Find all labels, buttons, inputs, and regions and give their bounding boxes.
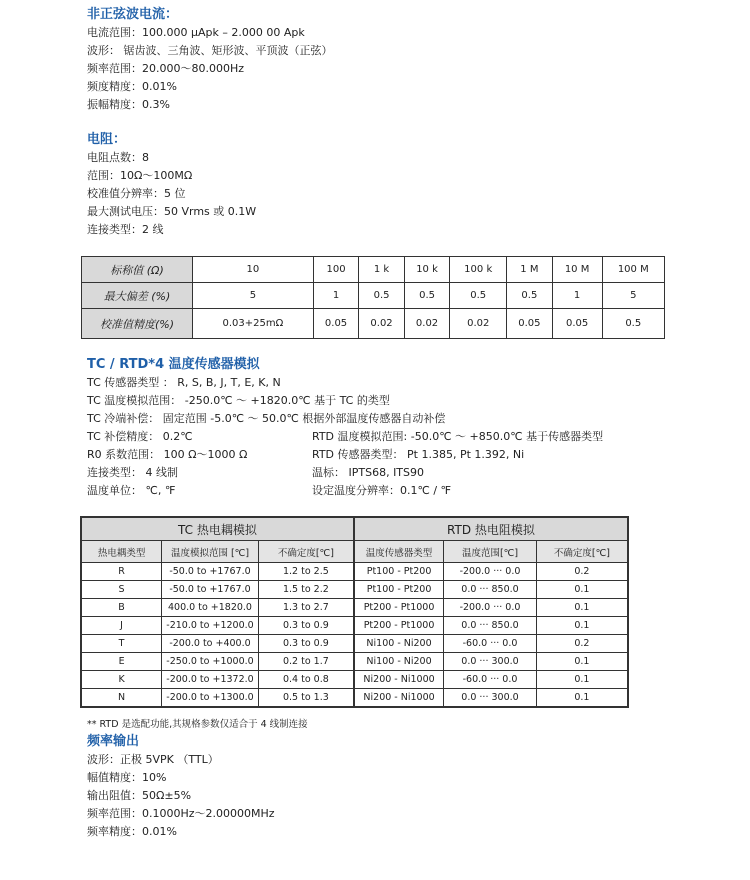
- table-row: [81, 599, 628, 617]
- table-row: [81, 581, 628, 599]
- table-group-header-row: [81, 517, 628, 541]
- table-cell: -50.0 to +1767.0: [162, 563, 259, 581]
- tcrtd-pair: [87, 446, 647, 464]
- table-cell: S: [81, 581, 162, 599]
- tc-group-header: TC 热电耦模拟: [81, 517, 354, 541]
- table-cell: 1.3 to 2.7: [258, 599, 354, 617]
- row-header: 最大偏差 (%): [82, 283, 193, 309]
- table-cell: 10 k: [404, 257, 450, 283]
- table-cell: N: [81, 689, 162, 708]
- table-cell: 1: [313, 283, 359, 309]
- freq-out-line: 输出阻值：50Ω±5%: [87, 789, 192, 802]
- tcrtd-pair-left: 温度单位： ℃, ℉: [87, 484, 176, 497]
- nonsine-section: [87, 6, 333, 114]
- table-cell: R: [81, 563, 162, 581]
- tcrtd-pair-left: R0 系数范围： 100 Ω～1000 Ω: [87, 448, 248, 461]
- tcrtd-line: TC 冷端补偿： 固定范围 -5.0℃ ～ 50.0℃ 根据外部温度传感器自动补偿: [87, 412, 446, 425]
- table-row: [81, 689, 628, 708]
- table-cell: 100: [313, 257, 359, 283]
- table-cell: -60.0 ··· 0.0: [444, 635, 537, 653]
- freq-out-line: 波形：正极 5VPK （TTL）: [87, 753, 219, 766]
- nonsine-title: 非正弦波电流：: [87, 7, 179, 22]
- resistance-line: 校准值分辨率：5 位: [87, 187, 186, 200]
- table-cell: -200.0 to +1372.0: [162, 671, 259, 689]
- table-cell: 0.5: [507, 283, 553, 309]
- table-cell: 0.3 to 0.9: [258, 617, 354, 635]
- table-cell: 1.2 to 2.5: [258, 563, 354, 581]
- table-cell: 0.03+25mΩ: [193, 309, 314, 339]
- column-header: 温度范围[℃]: [444, 541, 537, 563]
- table-cell: 0.4 to 0.8: [258, 671, 354, 689]
- table-cell: Pt200 - Pt1000: [354, 599, 444, 617]
- table-cell: -200.0 to +400.0: [162, 635, 259, 653]
- table-cell: 10 M: [552, 257, 602, 283]
- table-cell: 0.0 ··· 850.0: [444, 581, 537, 599]
- row-header: 校准值精度(%): [82, 309, 193, 339]
- table-cell: 1.5 to 2.2: [258, 581, 354, 599]
- nonsine-line: 频率范围：20.000～80.000Hz: [87, 62, 245, 75]
- table-cell: 0.2: [536, 563, 628, 581]
- table-cell: 5: [193, 283, 314, 309]
- table-cell: 0.02: [450, 309, 507, 339]
- table-cell: -250.0 to +1000.0: [162, 653, 259, 671]
- freq-out-line: 幅值精度：10%: [87, 771, 167, 784]
- table-header-row: [81, 541, 628, 563]
- tcrtd-pair-right: 温标： IPTS68, ITS90: [312, 466, 425, 479]
- resistance-table: [81, 256, 665, 339]
- table-cell: 0.0 ··· 300.0: [444, 653, 537, 671]
- table-cell: T: [81, 635, 162, 653]
- tcrtd-pair-left: TC 补偿精度： 0.2℃: [87, 430, 193, 443]
- tcrtd-line: TC 温度模拟范围： -250.0℃ ～ +1820.0℃ 基于 TC 的类型: [87, 394, 390, 407]
- rtd-group-header: RTD 热电阻模拟: [354, 517, 628, 541]
- table-cell: -200.0 to +1300.0: [162, 689, 259, 708]
- freq-out-line: 频率精度：0.01%: [87, 825, 177, 838]
- tcrtd-pair: [87, 428, 647, 446]
- table-cell: 0.1: [536, 617, 628, 635]
- tcrtd-section: [87, 356, 647, 500]
- table-row: [81, 617, 628, 635]
- table-cell: 100 M: [602, 257, 664, 283]
- tc-rtd-table: [80, 516, 629, 708]
- table-cell: -60.0 ··· 0.0: [444, 671, 537, 689]
- column-header: 热电耦类型: [81, 541, 162, 563]
- table-cell: 400.0 to +1820.0: [162, 599, 259, 617]
- resistance-line: 电阻点数：8: [87, 151, 149, 164]
- tcrtd-pair-right: RTD 传感器类型： Pt 1.385, Pt 1.392, Ni: [312, 448, 525, 461]
- table-cell: 0.05: [552, 309, 602, 339]
- table-row: [81, 671, 628, 689]
- resistance-line: 范围：10Ω～100MΩ: [87, 169, 193, 182]
- tcrtd-pair-left: 连接类型： 4 线制: [87, 466, 178, 479]
- table-cell: Ni200 - Ni1000: [354, 689, 444, 708]
- nonsine-line: 频度精度：0.01%: [87, 80, 177, 93]
- table-cell: 1: [552, 283, 602, 309]
- freq-out-line: 频率范围：0.1000Hz～2.00000MHz: [87, 807, 275, 820]
- table-cell: 0.1: [536, 599, 628, 617]
- table-cell: 0.02: [359, 309, 405, 339]
- nonsine-line: 波形： 锯齿波、三角波、矩形波、平顶波（正弦）: [87, 44, 333, 57]
- table-cell: 0.3 to 0.9: [258, 635, 354, 653]
- table-cell: E: [81, 653, 162, 671]
- table-cell: K: [81, 671, 162, 689]
- resistance-title: 电阻：: [87, 132, 127, 147]
- table-cell: -200.0 ··· 0.0: [444, 599, 537, 617]
- table-cell: 10: [193, 257, 314, 283]
- table-cell: Pt100 - Pt200: [354, 563, 444, 581]
- table-cell: 1 M: [507, 257, 553, 283]
- table-row: [82, 283, 665, 309]
- table-cell: 0.5: [450, 283, 507, 309]
- tcrtd-line: TC 传感器类型 ： R, S, B, J, T, E, K, N: [87, 376, 281, 389]
- table-row: [82, 309, 665, 339]
- tcrtd-pair: [87, 482, 647, 500]
- table-cell: -210.0 to +1200.0: [162, 617, 259, 635]
- table-cell: Ni100 - Ni200: [354, 635, 444, 653]
- table-cell: B: [81, 599, 162, 617]
- row-header: 标称值 (Ω): [82, 257, 193, 283]
- table-row: [82, 257, 665, 283]
- table-cell: 0.5: [602, 309, 664, 339]
- tcrtd-pair: [87, 464, 647, 482]
- tcrtd-pair-right: 设定温度分辨率：0.1℃ / ℉: [312, 484, 452, 497]
- column-header: 温度传感器类型: [354, 541, 444, 563]
- table-row: [81, 563, 628, 581]
- table-cell: 0.5 to 1.3: [258, 689, 354, 708]
- table-cell: 1 k: [359, 257, 405, 283]
- table-cell: 0.1: [536, 671, 628, 689]
- table-cell: 0.0 ··· 850.0: [444, 617, 537, 635]
- nonsine-line: 振幅精度：0.3%: [87, 98, 170, 111]
- table-cell: J: [81, 617, 162, 635]
- table-cell: 0.1: [536, 581, 628, 599]
- table-row: [81, 653, 628, 671]
- table-cell: Ni200 - Ni1000: [354, 671, 444, 689]
- freq-out-title: 频率输出: [87, 734, 140, 749]
- table-cell: 0.02: [404, 309, 450, 339]
- table-cell: 0.2 to 1.7: [258, 653, 354, 671]
- freq-out-section: [87, 733, 275, 841]
- table-cell: 0.2: [536, 635, 628, 653]
- table-cell: -200.0 ··· 0.0: [444, 563, 537, 581]
- table-row: [81, 635, 628, 653]
- resistance-line: 最大测试电压：50 Vrms 或 0.1W: [87, 205, 257, 218]
- tcrtd-pair-right: RTD 温度模拟范围: -50.0℃ ～ +850.0℃ 基于传感器类型: [312, 430, 604, 443]
- tcrtd-title: TC / RTD*4 温度传感器模拟: [87, 357, 260, 372]
- column-header: 不确定度[℃]: [258, 541, 354, 563]
- table-cell: Ni100 - Ni200: [354, 653, 444, 671]
- table-cell: 0.0 ··· 300.0: [444, 689, 537, 708]
- table-cell: 0.05: [313, 309, 359, 339]
- table-cell: 5: [602, 283, 664, 309]
- resistance-section: [87, 131, 256, 239]
- table-cell: 0.05: [507, 309, 553, 339]
- column-header: 温度模拟范围 [℃]: [162, 541, 259, 563]
- table-cell: Pt200 - Pt1000: [354, 617, 444, 635]
- table-cell: 0.5: [359, 283, 405, 309]
- table-cell: 0.5: [404, 283, 450, 309]
- table-footnote: ** RTD 是选配功能,其规格参数仅适合于 4 线制连接: [87, 719, 308, 730]
- table-cell: 100 k: [450, 257, 507, 283]
- table-cell: 0.1: [536, 653, 628, 671]
- nonsine-line: 电流范围：100.000 µApk – 2.000 00 Apk: [87, 26, 305, 39]
- table-cell: Pt100 - Pt200: [354, 581, 444, 599]
- table-cell: -50.0 to +1767.0: [162, 581, 259, 599]
- column-header: 不确定度[℃]: [536, 541, 628, 563]
- table-cell: 0.1: [536, 689, 628, 708]
- resistance-line: 连接类型：2 线: [87, 223, 164, 236]
